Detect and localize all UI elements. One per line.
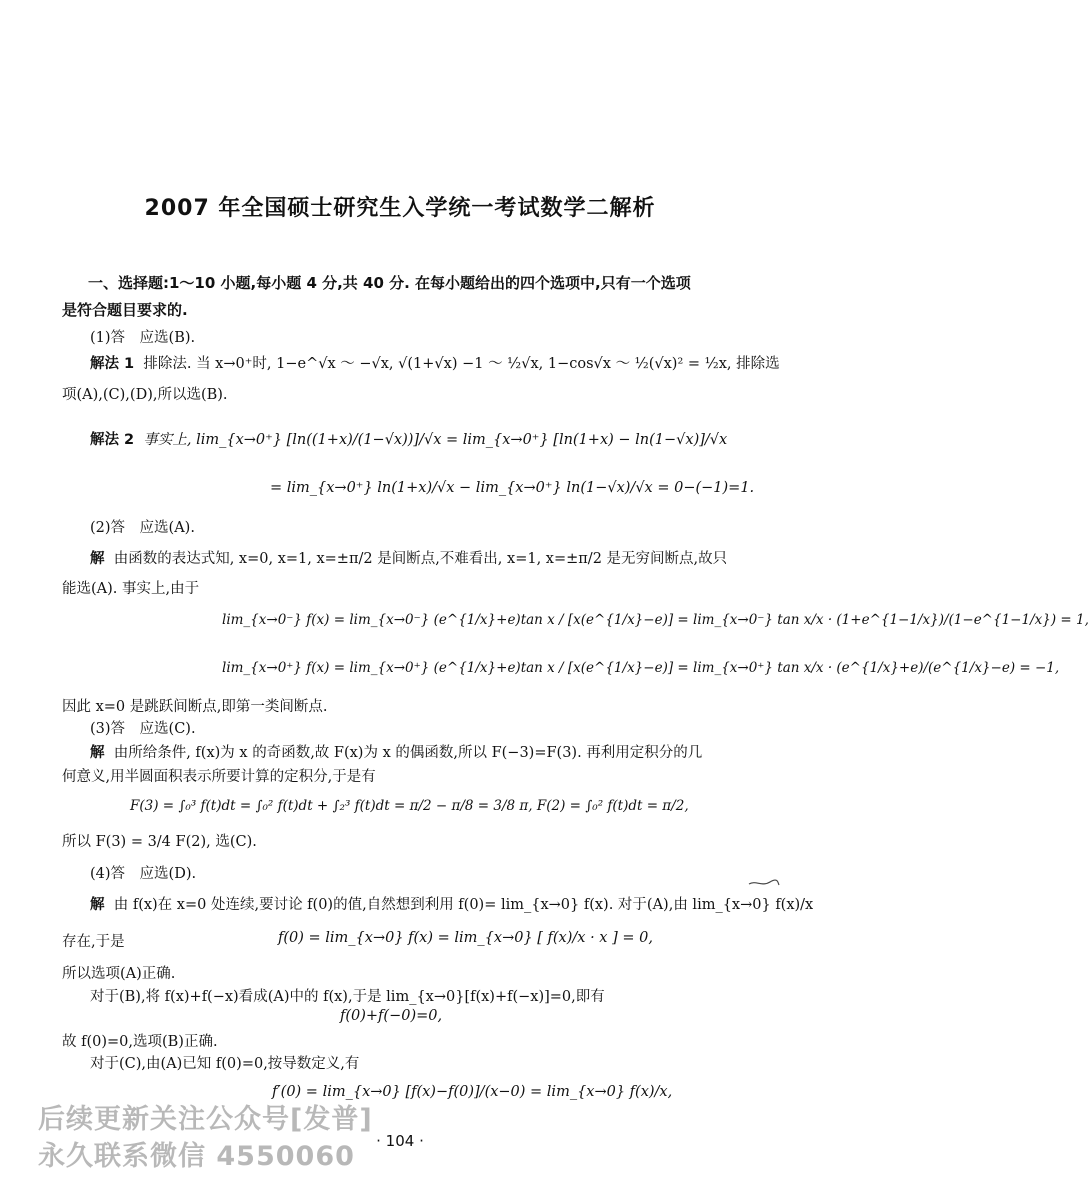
q4-line2-left: 存在,于是 — [62, 934, 125, 950]
q1-solution2-eq2: = lim_{x→0⁺} ln(1+x)/√x − lim_{x→0⁺} ln(1−√x)/√x = 0−(−1)=1. — [270, 480, 755, 496]
pen-mark-icon — [748, 878, 780, 890]
q1-solution2-line1 — [90, 428, 727, 449]
q2-line1 — [90, 547, 727, 568]
q4-line1-text: 由 f(x)在 x=0 处连续,要讨论 f(0)的值,自然想到利用 f(0)= lim_{x→0} f(x). 对于(A),由 lim_{x→0} f(x)/x — [113, 897, 814, 913]
q1-solution2-eq1: 事实上, lim_{x→0⁺} [ln((1+x)/(1−√x))]/√x = lim_{x→0⁺} [ln(1+x) − ln(1−√x)]/√x — [143, 432, 728, 448]
q4-line8: f′(0) = lim_{x→0} [f(x)−f(0)]/(x−0) = lim_{x→0} f(x)/x, — [272, 1084, 673, 1100]
q3-line1 — [90, 741, 702, 762]
watermark-line1: 后续更新关注公众号[发普] — [38, 1104, 373, 1135]
q2-answer: (2)答 应选(A). — [90, 520, 195, 536]
q2-conclusion: 因此 x=0 是跳跃间断点,即第一类间断点. — [62, 699, 328, 715]
q4-answer: (4)答 应选(D). — [90, 866, 197, 882]
q4-line6: 故 f(0)=0,选项(B)正确. — [62, 1034, 218, 1050]
q1-solution1-line1 — [90, 352, 780, 373]
q4-line7: 对于(C),由(A)已知 f(0)=0,按导数定义,有 — [90, 1056, 360, 1072]
q3-answer: (3)答 应选(C). — [90, 721, 196, 737]
q4-line4: 对于(B),将 f(x)+f(−x)看成(A)中的 f(x),于是 lim_{x→0}[f(x)+f(−x)]=0,即有 — [90, 989, 605, 1005]
q1-answer: (1)答 应选(B). — [90, 330, 196, 346]
q3-line2: 何意义,用半圆面积表示所要计算的定积分,于是有 — [62, 769, 376, 785]
page-title: 2007 年全国硕士研究生入学统一考试数学二解析 — [144, 196, 656, 221]
q3-line1-text: 由所给条件, f(x)为 x 的奇函数,故 F(x)为 x 的偶函数,所以 F(−3)=F(3). 再利用定积分的几 — [113, 745, 703, 761]
watermark-line2: 永久联系微信 4550060 — [38, 1141, 355, 1172]
q2-equation1: lim_{x→0⁻} f(x) = lim_{x→0⁻} (e^{1/x}+e)tan x / [x(e^{1/x}−e)] = lim_{x→0⁻} tan x/x · (1+e^{1−1/x})/(1−e^{1−1/x}) = 1, — [222, 612, 1089, 628]
section-heading-line2: 是符合题目要求的. — [62, 301, 188, 319]
q1-solution1-label: 解法 1 — [90, 356, 135, 372]
q3-equation: F(3) = ∫₀³ f(t)dt = ∫₀² f(t)dt + ∫₂³ f(t)dt = π/2 − π/8 = 3/8 π, F(2) = ∫₀² f(t)dt = π/2, — [130, 798, 689, 814]
q1-solution2-label: 解法 2 — [90, 432, 135, 448]
page-number: · 104 · — [376, 1132, 424, 1150]
q4-line2-equation: f(0) = lim_{x→0} f(x) = lim_{x→0} [ f(x)/x · x ] = 0, — [278, 930, 653, 946]
q2-line2: 能选(A). 事实上,由于 — [62, 581, 200, 597]
q1-solution1-text: 排除法. 当 x→0⁺时, 1−e^√x ～ −√x, √(1+√x) −1 ～ ½√x, 1−cos√x ～ ½(√x)² = ½x, 排除选 — [143, 356, 780, 372]
q4-line1 — [90, 893, 813, 914]
q3-solution-label: 解 — [90, 745, 105, 761]
q2-equation2: lim_{x→0⁺} f(x) = lim_{x→0⁺} (e^{1/x}+e)tan x / [x(e^{1/x}−e)] = lim_{x→0⁺} tan x/x · (e^{1/x}+e)/(e^{1/x}−e) = −1, — [222, 660, 1060, 676]
q3-conclusion: 所以 F(3) = 3/4 F(2), 选(C). — [62, 834, 257, 850]
q4-line5: f(0)+f(−0)=0, — [340, 1008, 443, 1024]
q1-solution1-line2: 项(A),(C),(D),所以选(B). — [62, 387, 228, 403]
q2-solution-label: 解 — [90, 551, 105, 567]
section-heading-line1: 一、选择题:1～10 小题,每小题 4 分,共 40 分. 在每小题给出的四个选项中,只有一个选项 — [88, 274, 691, 292]
q4-line3: 所以选项(A)正确. — [62, 966, 176, 982]
q2-line1-text: 由函数的表达式知, x=0, x=1, x=±π/2 是间断点,不难看出, x=1, x=±π/2 是无穷间断点,故只 — [113, 551, 728, 567]
q4-solution-label: 解 — [90, 897, 105, 913]
